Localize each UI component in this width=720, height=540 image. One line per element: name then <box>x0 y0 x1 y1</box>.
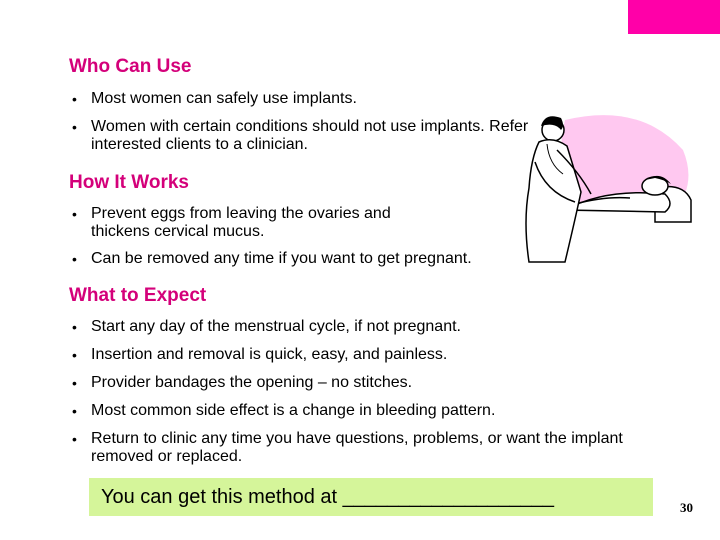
section-heading-who-can-use: Who Can Use <box>69 56 192 77</box>
list-item <box>72 118 542 154</box>
bullet-icon: • <box>72 347 77 363</box>
bullet-icon: • <box>72 431 77 447</box>
section-heading-how-it-works: How It Works <box>69 172 189 193</box>
bullet-text: Prevent eggs from leaving the ovaries and thickens cervical mucus. <box>91 205 391 240</box>
list-item <box>72 374 632 392</box>
list-item <box>72 205 432 241</box>
page-number: 30 <box>680 500 693 515</box>
list-item <box>72 90 632 108</box>
list-item <box>72 402 632 420</box>
bullet-icon: • <box>72 206 77 222</box>
bullet-icon: • <box>72 375 77 391</box>
bullet-text: Insertion and removal is quick, easy, and painless. <box>91 346 448 363</box>
list-item <box>72 346 632 364</box>
list-item <box>72 318 632 336</box>
bullet-text: Start any day of the menstrual cycle, if not pregnant. <box>91 318 461 335</box>
bullet-icon: • <box>72 251 77 267</box>
bullet-icon: • <box>72 403 77 419</box>
bullet-text: Can be removed any time if you want to get pregnant. <box>91 250 472 267</box>
bullet-text: Most common side effect is a change in bleeding pattern. <box>91 402 496 419</box>
corner-color-block <box>628 0 720 34</box>
bullet-text: Women with certain conditions should not use implants. Refer interested clients to a clinician. <box>91 118 529 153</box>
bullet-text: Return to clinic any time you have questions, problems, or want the implant removed or replaced. <box>91 430 623 465</box>
list-item <box>72 250 632 268</box>
bullet-icon: • <box>72 319 77 335</box>
bullet-text: Most women can safely use implants. <box>91 90 357 107</box>
list-item <box>72 430 632 466</box>
bullet-text: Provider bandages the opening – no stitches. <box>91 374 413 391</box>
availability-callout: You can get this method at ___________________ <box>89 478 653 516</box>
bullet-icon: • <box>72 91 77 107</box>
section-heading-what-to-expect: What to Expect <box>69 285 207 306</box>
bullet-icon: • <box>72 119 77 135</box>
